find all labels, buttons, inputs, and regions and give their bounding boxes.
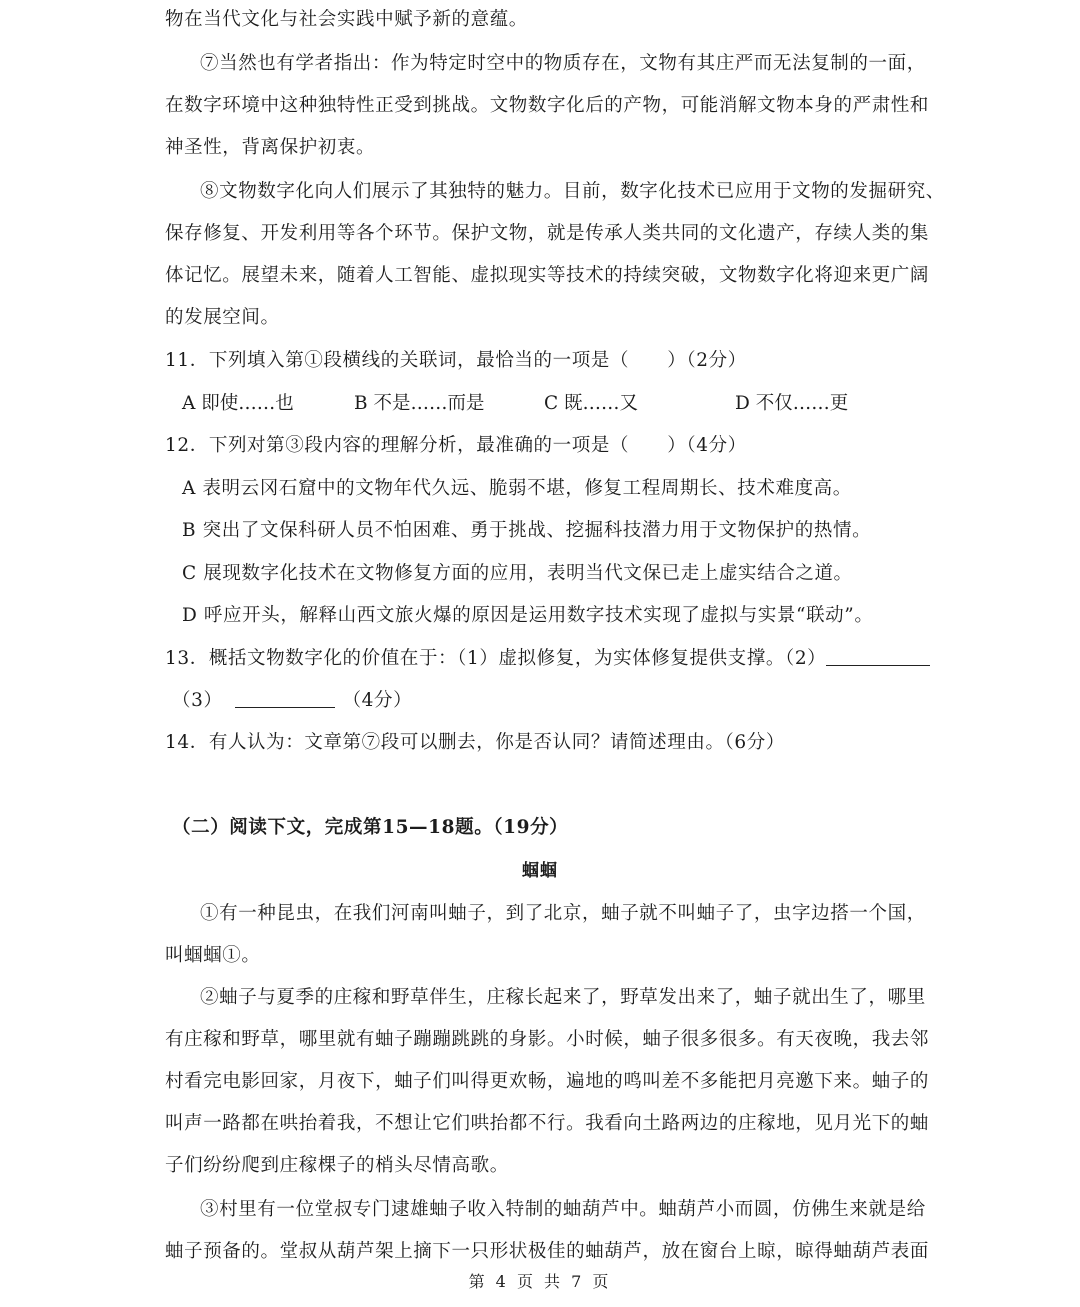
q13-part-3: （3） [172,690,223,711]
paragraph-8-line: ⑧文物数字化向人们展示了其独特的魅力。目前，数字化技术已应用于文物的发掘研究、 [200,181,945,202]
question-11: 11．下列填入第①段横线的关联词，最恰当的一项是（ ）（2分） [165,350,747,371]
passage-line: 物在当代文化与社会实践中赋予新的意蕴。 [165,9,528,30]
question-14: 14．有人认为：文章第⑦段可以删去，你是否认同？请简述理由。（6分） [165,732,785,753]
question-13-continued [172,687,412,715]
q11-option-b: B 不是……而是 [354,393,485,414]
article-title: 蝈蝈 [522,861,558,881]
article-paragraph-1-line: 叫蝈蝈①。 [165,945,261,966]
article-paragraph-3-line: 蚰子预备的。堂叔从葫芦架上摘下一只形状极佳的蚰葫芦，放在窗台上晾，晾得蚰葫芦表面 [165,1241,930,1262]
q11-option-c: C 既……又 [544,393,639,414]
article-paragraph-3-line: ③村里有一位堂叔专门逮雄蚰子收入特制的蚰葫芦中。蚰葫芦小而圆，仿佛生来就是给 [200,1199,926,1220]
paragraph-8-line: 体记忆。展望未来，随着人工智能、虚拟现实等技术的持续突破，文物数字化将迎来更广阔 [165,265,930,286]
q13-score: （4分） [342,690,413,711]
question-12: 12．下列对第③段内容的理解分析，最准确的一项是（ ）（4分） [165,435,747,456]
article-paragraph-2-line: ②蚰子与夏季的庄稼和野草伴生，庄稼长起来了，野草发出来了，蚰子就出生了，哪里 [200,987,926,1008]
q12-option-b: B 突出了文保科研人员不怕困难、勇于挑战、挖掘科技潜力用于文物保护的热情。 [182,520,872,541]
paragraph-7-line: 在数字环境中这种独特性正受到挑战。文物数字化后的产物，可能消解文物本身的严肃性和 [165,95,930,116]
paragraph-7-line: 神圣性，背离保护初衷。 [165,137,376,158]
article-paragraph-2-line: 叫声一路都在哄抬着我，不想让它们哄抬都不行。我看向土路两边的庄稼地，见月光下的蚰 [165,1113,930,1134]
article-paragraph-1-line: ①有一种昆虫，在我们河南叫蚰子，到了北京，蚰子就不叫蚰子了，虫字边搭一个国， [200,903,926,924]
paragraph-8-line: 保存修复、开发利用等各个环节。保护文物，就是传承人类共同的文化遗产，存续人类的集 [165,223,930,244]
q11-option-d: D 不仅……更 [735,393,849,414]
article-paragraph-2-line: 有庄稼和野草，哪里就有蚰子蹦蹦跳跳的身影。小时候，蚰子很多很多。有天夜晚，我去邻 [165,1029,930,1050]
section-2-header: （二）阅读下文，完成第15—18题。（19分） [172,817,569,838]
question-13 [165,645,930,673]
q13-text: 13．概括文物数字化的价值在于：（1）虚拟修复，为实体修复提供支撑。（2） [165,648,827,669]
q12-option-d: D 呼应开头，解释山西文旅火爆的原因是运用数字技术实现了虚拟与实景“联动”。 [182,605,874,626]
page-footer: 第 4 页 共 7 页 [468,1272,612,1291]
answer-blank-2[interactable] [826,647,930,666]
article-paragraph-2-line: 村看完电影回家，月夜下，蚰子们叫得更欢畅，遍地的鸣叫差不多能把月亮邀下来。蚰子的 [165,1071,930,1092]
answer-blank-3[interactable] [235,689,335,708]
paragraph-8-line: 的发展空间。 [165,307,280,328]
q12-option-c: C 展现数字化技术在文物修复方面的应用，表明当代文保已走上虚实结合之道。 [182,563,853,584]
q12-option-a: A 表明云冈石窟中的文物年代久远、脆弱不堪，修复工程周期长、技术难度高。 [182,478,852,499]
paragraph-7-line: ⑦当然也有学者指出：作为特定时空中的物质存在，文物有其庄严而无法复制的一面， [200,53,926,74]
article-paragraph-2-line: 子们纷纷爬到庄稼棵子的梢头尽情高歌。 [165,1155,509,1176]
q11-option-a: A 即使……也 [182,393,294,414]
